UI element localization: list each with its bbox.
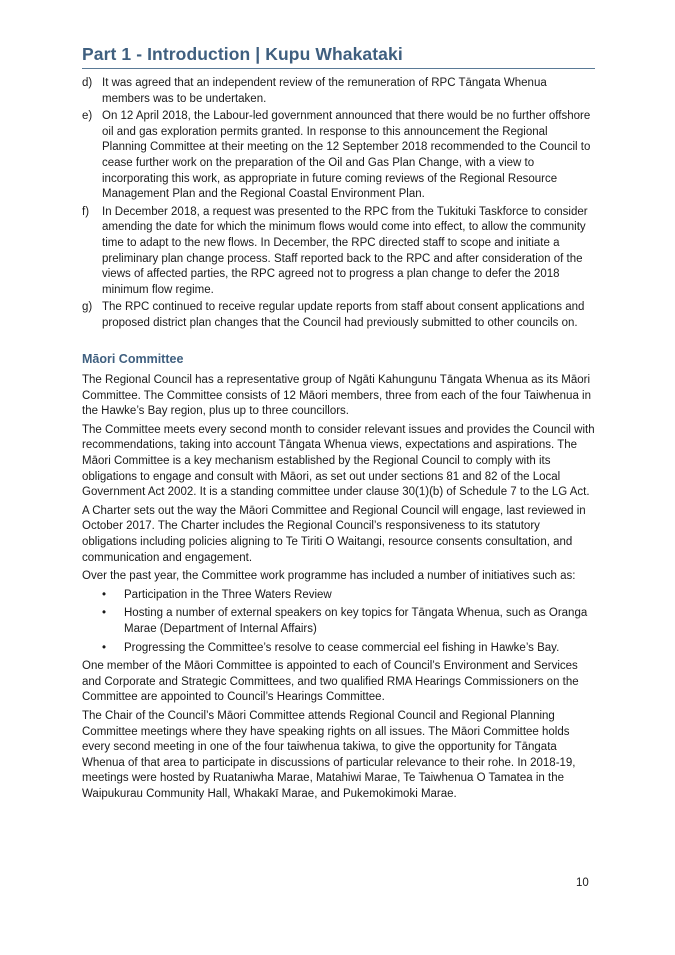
bullet-item [82, 588, 595, 604]
list-item [82, 109, 595, 203]
bullet-icon: • [102, 607, 107, 620]
paragraph: The Regional Council has a representative group of Ngāti Kahungunu Tāngata Whenua as its Māori Committee. The Committee consists of 12 Māori members, three from each of the four Taiwhenua in the Hawke’s Bay region, plus up to three councillors. [82, 374, 591, 418]
title-divider [82, 68, 595, 69]
list-item-text: It was agreed that an independent review of the remuneration of RPC Tāngata Whenua members was to be undertaken. [102, 77, 547, 105]
list-marker: f) [82, 205, 90, 218]
bullet-text: Participation in the Three Waters Review [124, 588, 332, 601]
list-item [82, 205, 595, 299]
page-number: 10 [576, 877, 589, 889]
paragraph: One member of the Māori Committee is appointed to each of Council’s Environment and Services and Corporate and Strategic Committees, and two qualified RMA Hearings Commissioners on the Committee are appointed to Council’s Hearings Committee. [82, 660, 579, 704]
page-title: Part 1 - Introduction | Kupu Whakataki [82, 44, 403, 64]
list-item-text: In December 2018, a request was presented to the RPC from the Tukituki Taskforce to consider amending the date for which the minimum flows would come into effect, to allow the community time to adapt to the new flows. In December, the RPC directed staff to scope and initiate a preliminary plan change process. Staff reported back to the RPC and after consideration of the views of affected parties, the RPC agreed not to progress a plan change to defer the 2018 minimum flow regime. [102, 205, 588, 296]
document-body [82, 76, 595, 806]
list-item [82, 76, 595, 107]
lettered-list [82, 76, 595, 332]
bullet-icon: • [102, 588, 107, 601]
paragraph: The Chair of the Council’s Māori Committee attends Regional Council and Regional Planning Committee meetings where they have speaking rights on all issues. The Māori Committee holds every second meeting in one of the four taiwhenua takiwa, to give the opportunity for Tāngata Whenua of that area to participate in discussions of particular relevance to their rohe. In 2018-19, meetings were hosted by Ruataniwha Marae, Matahiwi Marae, Te Taiwhenua O Tamatea in the Waipukurau Community Hall, Whakakī Marae, and Pukemokimoki Marae. [82, 709, 576, 800]
paragraph: A Charter sets out the way the Māori Committee and Regional Council will engage, last reviewed in October 2017. The Charter includes the Regional Council’s responsiveness to its statutory obligations including policies aligning to Te Tiriti O Waitangi, resource consents consultation, and communication and engagement. [82, 504, 586, 564]
bullet-text: Hosting a number of external speakers on key topics for Tāngata Whenua, such as Oranga Marae (Department of Internal Affairs) [124, 607, 588, 635]
paragraph: Over the past year, the Committee work programme has included a number of initiatives such as: [82, 570, 576, 583]
bullet-text: Progressing the Committee’s resolve to cease commercial eel fishing in Hawke’s Bay. [124, 641, 560, 654]
list-item-text: On 12 April 2018, the Labour-led government announced that there would be no further offshore oil and gas exploration permits granted. In response to this announcement the Regional Planning Committee at their meeting on the 12 September 2018 recommended to the Council to cease further work on the preparation of the Oil and Gas Plan Change, with a view to incorporating this work, as appropriate in future coming reviews of the Regional Resource Management Plan and the Regional Coastal Environment Plan. [102, 110, 591, 201]
bullet-item [82, 606, 595, 637]
list-item [82, 300, 595, 331]
paragraph: The Committee meets every second month to consider relevant issues and provides the Council with recommendations, taking into account Tāngata Whenua views, expectations and aspirations. The Māori Committee is a key mechanism established by the Regional Council to comply with its obligations to engage and consult with Māori, as set out under sections 81 and 82 of the Local Government Act 2002. It is a standing committee under clause 30(1)(b) of Schedule 7 to the LG Act. [82, 423, 595, 499]
list-marker: d) [82, 77, 93, 89]
section-heading: Māori Committee [82, 351, 184, 366]
bullet-icon: • [102, 641, 107, 654]
bullet-list [82, 588, 595, 656]
list-item-text: The RPC continued to receive regular update reports from staff about consent applications and proposed district plan changes that the Council had previously submitted to other councils on. [102, 301, 585, 329]
list-marker: e) [82, 110, 93, 123]
list-marker: g) [82, 301, 93, 314]
bullet-item [82, 641, 595, 657]
